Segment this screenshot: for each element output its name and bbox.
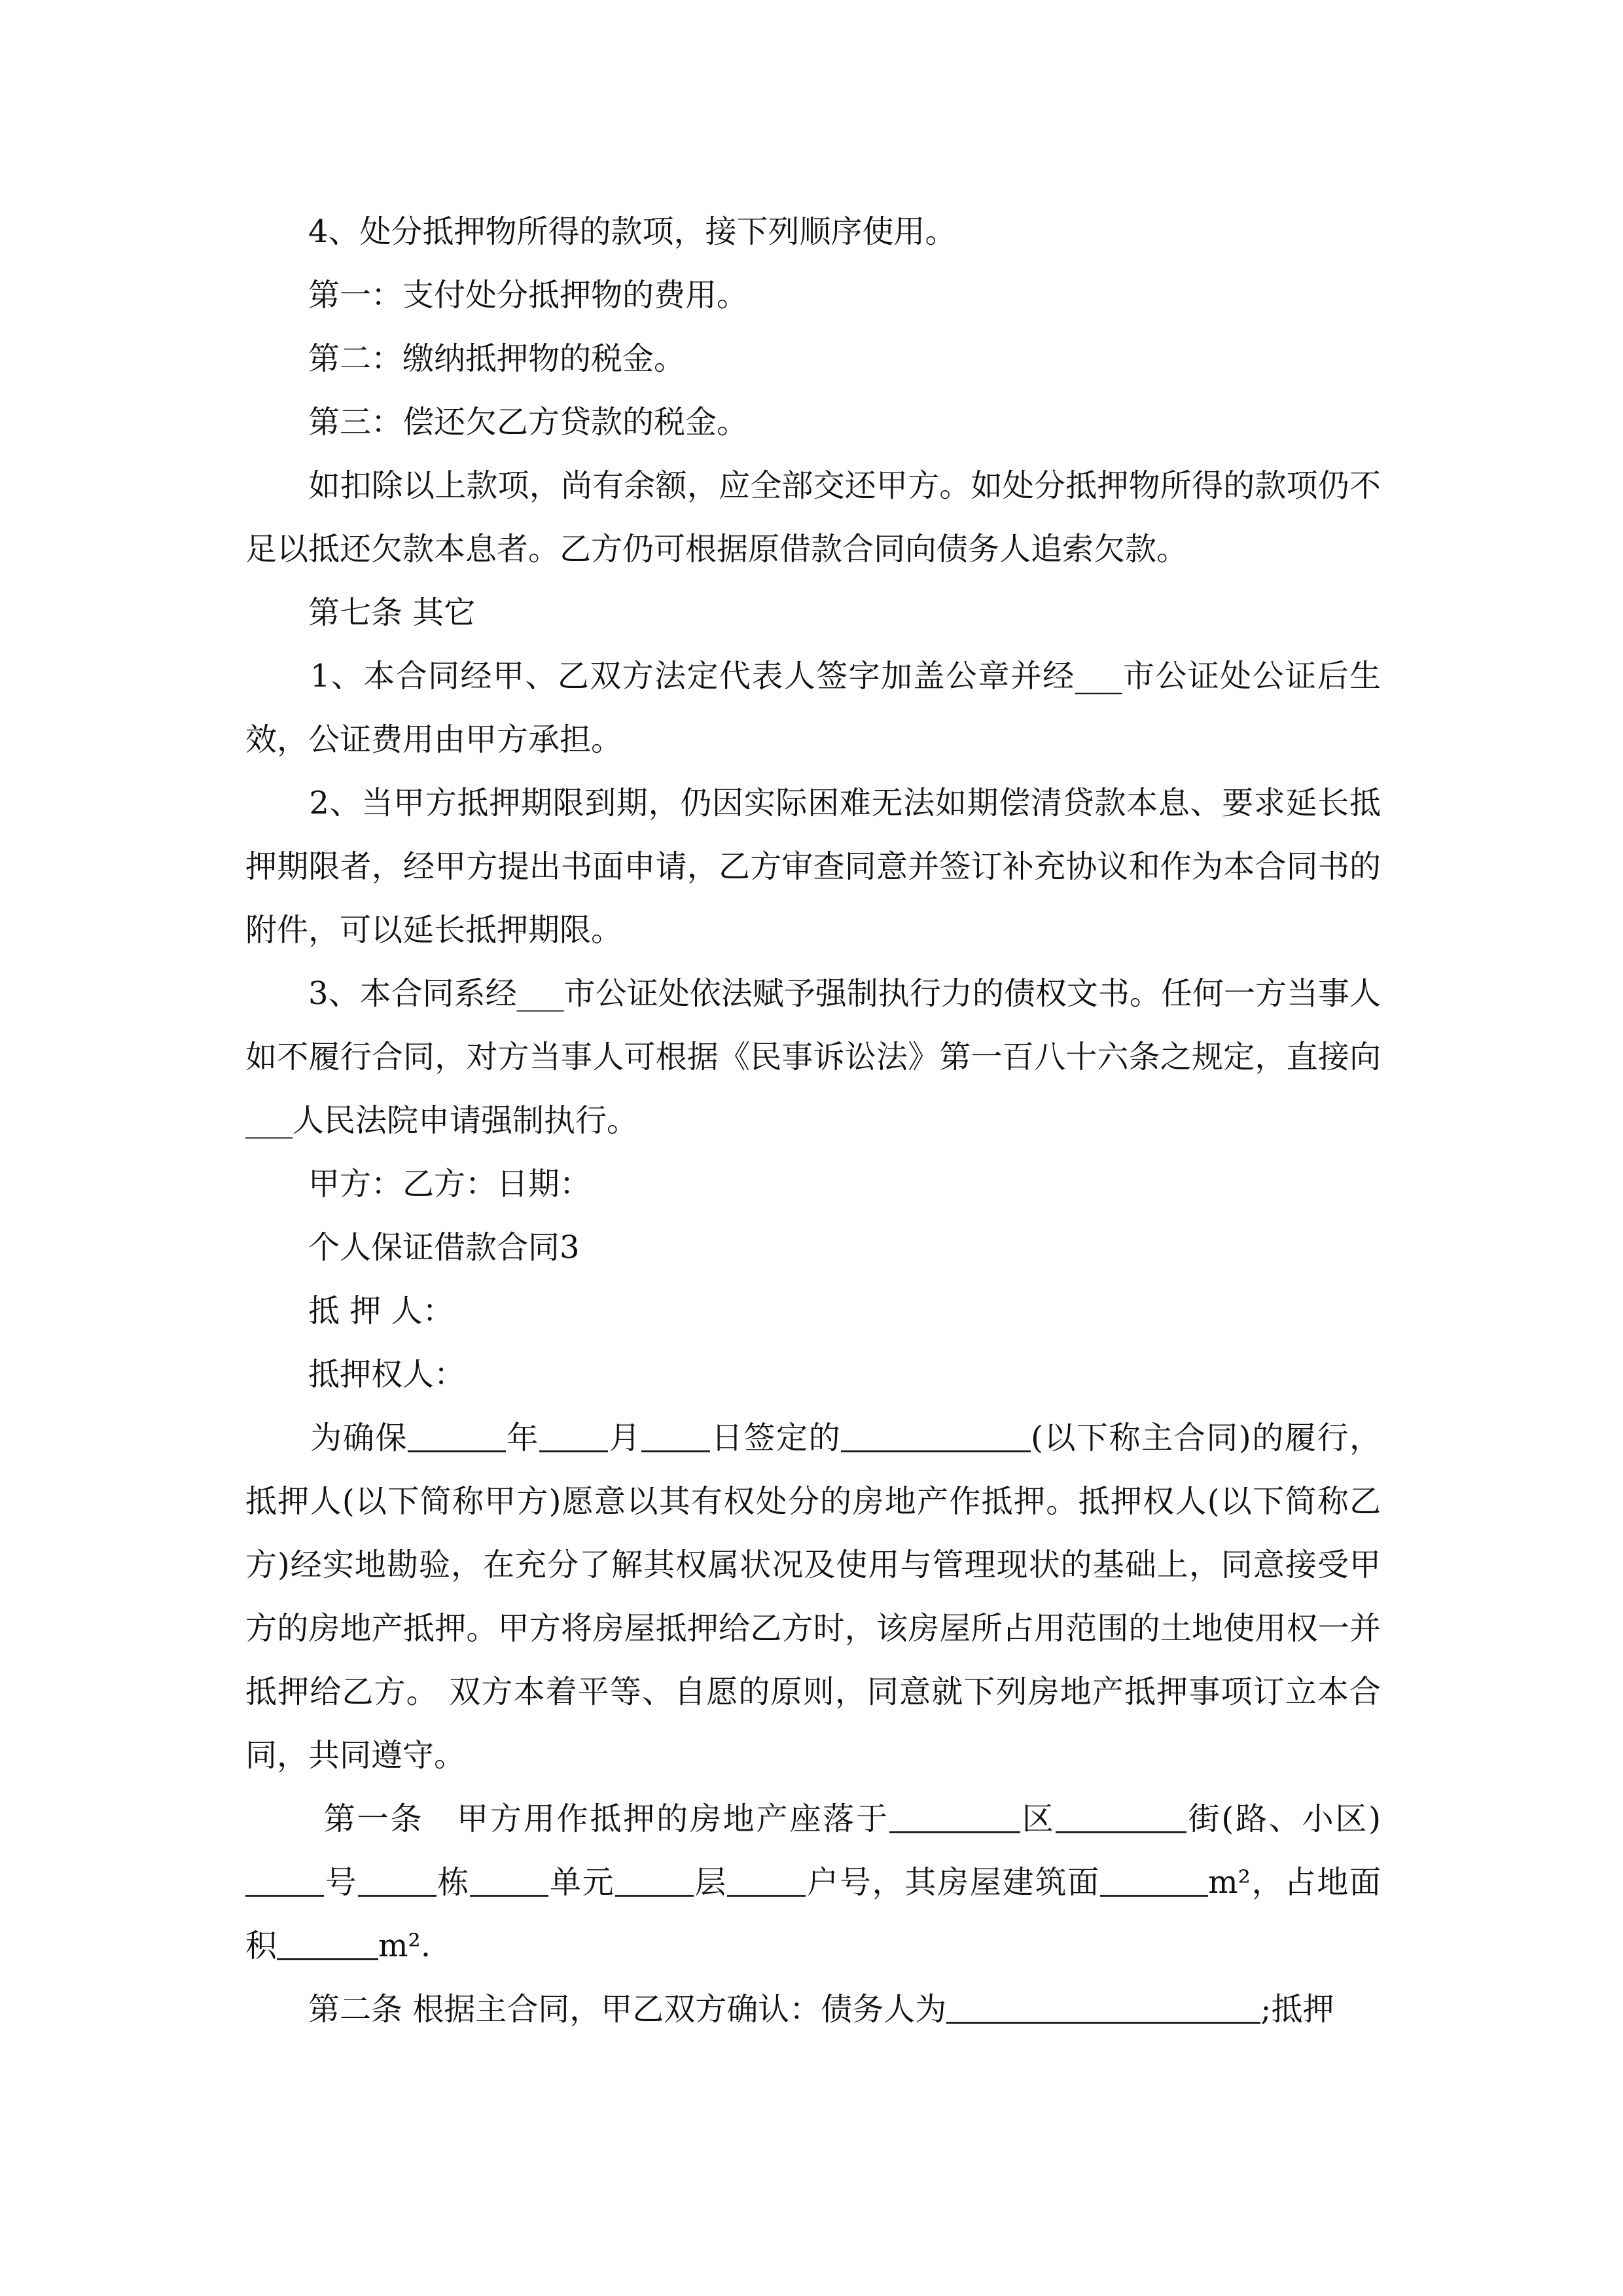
paragraph: 2、当甲方抵押期限到期，仍因实际困难无法如期偿清贷款本息、要求延长抵押期限者，经甲方提出书面申请，乙方审查同意并签订补充协议和作为本合同书的附件，可以延长抵押期限。 [245, 785, 1381, 948]
mortgagor-field: 抵 押 人： [245, 1293, 454, 1329]
blank-street [1056, 1800, 1186, 1833]
blank-room [727, 1863, 806, 1897]
section-heading: 第七条 其它 [245, 594, 476, 631]
blank-number [245, 1863, 324, 1897]
blank-year [408, 1419, 506, 1452]
blank-building [358, 1863, 437, 1897]
blank-month [539, 1419, 608, 1452]
paragraph: 4、处分抵押物所得的款项，接下列顺序使用。 [245, 213, 957, 250]
signature-line: 甲方：乙方：日期： [245, 1166, 592, 1202]
article-2: 第二条 根据主合同，甲乙双方确认：债务人为 ;抵押 [245, 1991, 1334, 2028]
blank-floor [615, 1863, 694, 1897]
blank-main-contract [841, 1419, 1031, 1452]
blank-land-area [277, 1927, 378, 1960]
paragraph: 第三：偿还欠乙方贷款的税金。 [245, 404, 749, 440]
paragraph: 1、本合同经甲、乙双方法定代表人签字加盖公章并经___市公证处公证后生效，公证费用由甲方承担。 [245, 658, 1381, 758]
blank-unit [470, 1863, 548, 1897]
blank-debtor [946, 1990, 1260, 2024]
paragraph: 3、本合同系经___市公证处依法赋予强制执行力的债权文书。任何一方当事人如不履行合同，对方当事人可根据《民事诉讼法》第一百八十六条之规定，直接向___人民法院申请强制执行。 [245, 975, 1381, 1139]
paragraph: 第一：支付处分抵押物的费用。 [245, 277, 749, 314]
article-1: 第一条 甲方用作抵押的房地产座落于 区 街(路、小区)号 栋 单元 层 户号，其房屋建筑面 m²，占地面积 m². [245, 1801, 1381, 1964]
blank-district [889, 1800, 1020, 1833]
paragraph: 第二：缴纳抵押物的税金。 [245, 340, 686, 377]
blank-day [641, 1419, 710, 1452]
paragraph-preamble: 为确保 年 月 日签定的 (以下称主合同)的履行，抵押人(以下简称甲方)愿意以其有权处分的房地产作抵押。抵押权人(以下简称乙方)经实地勘验，在充分了解其权属状况及使用与管理现状的基础上，同意接受甲方的房地产抵押。甲方将房屋抵押给乙方时，该房屋所占用范围的土地使用权一并抵押给乙方。 双方本着平等、自愿的原则，同意就下列房地产抵押事项订立本合同，共同遵守。 [245, 1420, 1381, 1774]
contract-title: 个人保证借款合同3 [245, 1229, 580, 1266]
blank-building-area [1100, 1863, 1208, 1897]
mortgagee-field: 抵押权人： [245, 1356, 466, 1393]
paragraph: 如扣除以上款项，尚有余额，应全部交还甲方。如处分抵押物所得的款项仍不足以抵还欠款本息者。乙方仍可根据原借款合同向债务人追索欠款。 [245, 467, 1381, 567]
